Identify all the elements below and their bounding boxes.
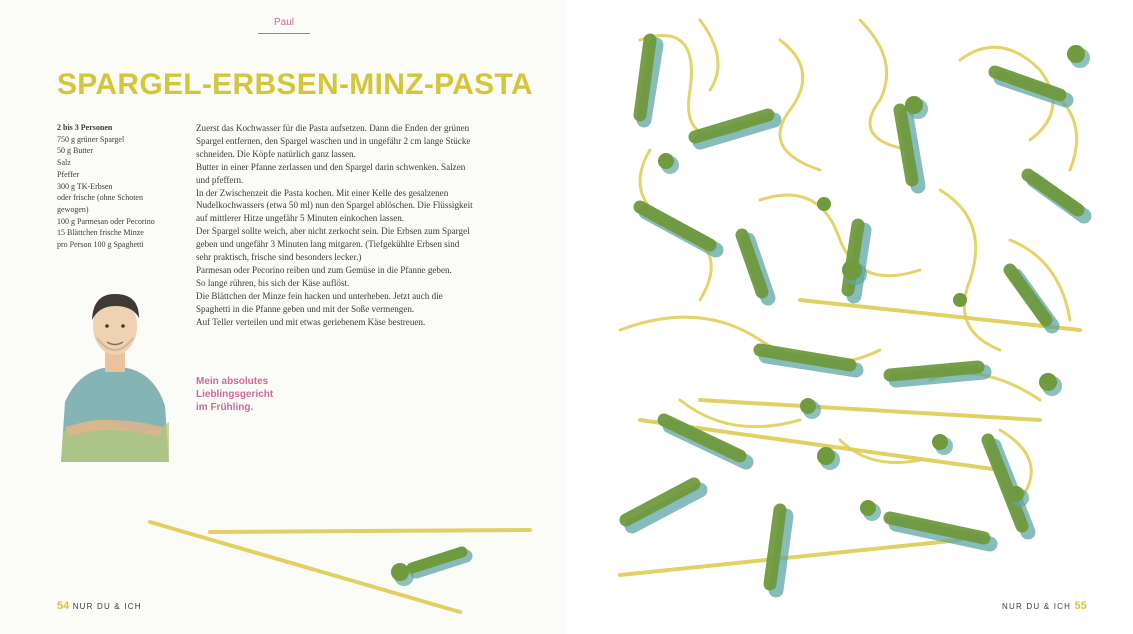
method-line: schneiden. Die Köpfe natürlich ganz lassen. (196, 148, 356, 159)
ingredient-item: Salz (57, 158, 71, 168)
method-line: In der Zwischenzeit die Pasta kochen. Mit einer Kelle des gesalzenen (196, 187, 449, 198)
method-line: Zuerst das Kochwasser für die Pasta aufsetzen. Dann die Enden der grünen (196, 123, 470, 133)
page-number-right: 55 (1074, 600, 1087, 612)
quote-line: Mein absolutes (196, 376, 269, 387)
ingredient-item: gewogen) (57, 204, 89, 214)
ingredient-item: oder frische (ohne Schoten (57, 193, 143, 203)
author-tag: Paul (258, 17, 310, 34)
method-line: Nudelkochwassers (etwa 50 ml) nun den Spargel ablöschen. Die Flüssigkeit (196, 200, 473, 211)
ingredient-item: 300 g TK-Erbsen (57, 181, 113, 191)
quote-line: Lieblingsgericht (196, 389, 274, 400)
method-line: Die Blättchen der Minze fein hacken und unterheben. Jetzt auch die (196, 290, 443, 301)
section-label-left: NUR DU & ICH (72, 602, 142, 611)
ingredient-item: 100 g Parmesan oder Pecorino (57, 216, 155, 226)
method-line: Spargel entfernen, den Spargel waschen und in ungefähr 2 cm lange Stücke (196, 135, 471, 146)
section-label-right: NUR DU & ICH (1002, 602, 1072, 611)
method-line: Parmesan oder Pecorino reiben und zum Gemüse in die Pfanne geben. (196, 264, 452, 275)
page-number-left: 54 (57, 600, 70, 612)
ingredient-item: 750 g grüner Spargel (57, 134, 125, 144)
servings: 2 bis 3 Personen (57, 123, 113, 132)
method-line: auf mittlerer Hitze ungefähr 5 Minuten einkochen lassen. (196, 213, 405, 224)
quote-line: im Frühling. (196, 402, 254, 413)
method-line: Butter in einer Pfanne zerlassen und den Spargel darin schwenken. Salzen (196, 161, 466, 172)
method-line: Spaghetti in die Pfanne geben und mit der Soße vermengen. (196, 303, 415, 314)
ingredient-item: 15 Blättchen frische Minze (57, 228, 144, 238)
ingredient-item: 50 g Butter (57, 146, 93, 156)
method-line: sehr praktisch, frische sind besonders lecker.) (196, 252, 362, 263)
recipe-title: SPARGEL-ERBSEN-MINZ-PASTA (57, 68, 533, 101)
method-line: und pfeffern. (196, 174, 244, 185)
method-line: Auf Teller verteilen und mit etwas geriebenem Käse bestreuen. (196, 316, 426, 327)
method-line: Der Spargel sollte weich, aber nicht zerkocht sein. Die Erbsen zum Spargel (196, 226, 470, 237)
method-line: So lange rühren, bis sich der Käse auflöst. (196, 277, 350, 288)
ingredient-item: pro Person 100 g Spaghetti (57, 240, 144, 250)
ingredient-item: Pfeffer (57, 169, 80, 179)
method-line: geben und ungefähr 3 Minuten lang mitgaren. (Tiefgekühlte Erbsen sind (196, 239, 460, 250)
